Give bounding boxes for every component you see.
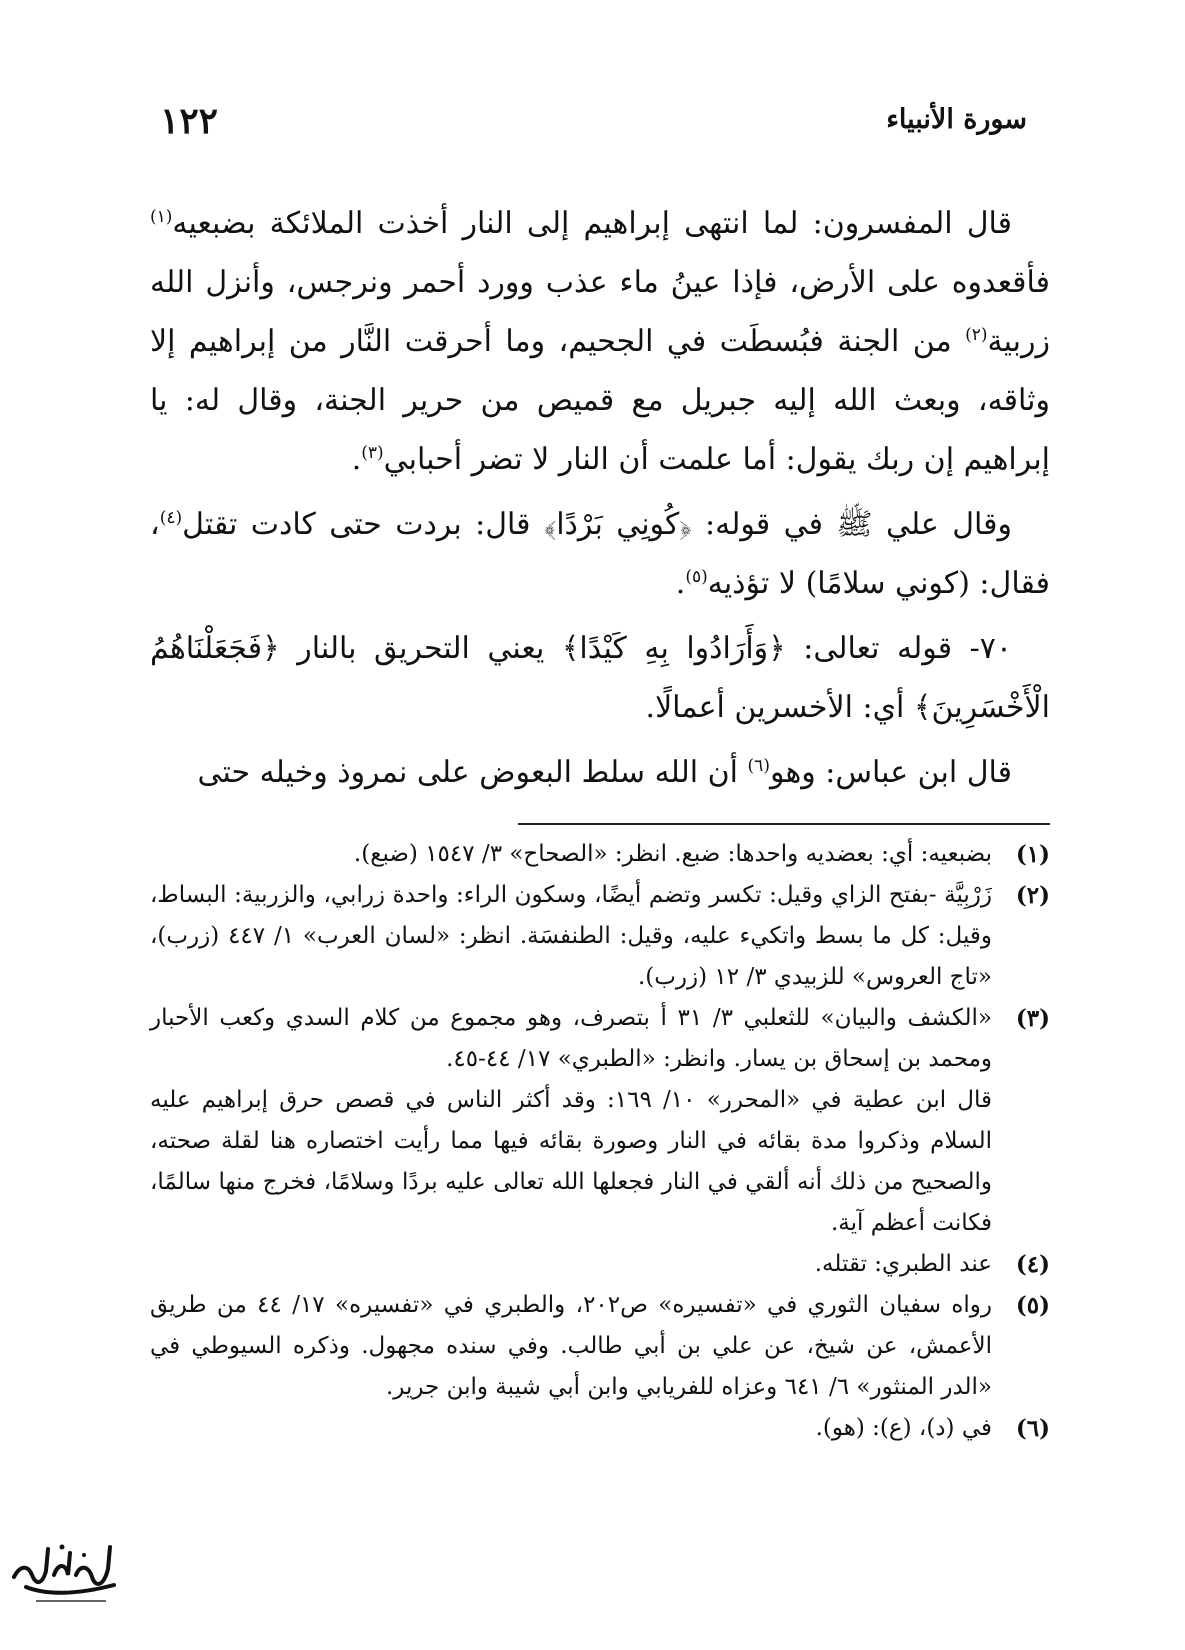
page-header <box>160 100 1027 150</box>
footnote <box>150 834 1050 875</box>
footnote <box>150 1408 1050 1449</box>
footnote-text: بضبعيه: أي: بعضديه واحدها: ضبع. انظر: «الصحاح» ٣/ ١٥٤٧ (ضبع). <box>353 841 992 867</box>
footnote <box>150 998 1050 1080</box>
footnote-number: (٣) <box>1015 1005 1050 1032</box>
footnote-text: «الكشف والبيان» للثعلبي ٣/ ٣١ أ بتصرف، وهو مجموع من كلام السدي وكعب الأحبار ومحمد بن إسحاق بن يسار. وانظر: «الطبري» ١٧/ ٤٤-٤٥. <box>150 1005 993 1072</box>
footnote-text: زَرْبِيَّة -بفتح الزاي وقيل: تكسر وتضم أيضًا، وسكون الراء: واحدة زرابي، والزربية: البساط، وقيل: كل ما بسط واتكيء عليه، وقيل: الطنفسَة. انظر: «لسان العرب» ١/ ٤٤٧ (زرب)، «تاج العروس» للزبيدي ٣/ ١٢ (زرب). <box>150 882 993 990</box>
calligraphy-logo <box>6 1535 124 1615</box>
footnote-text: في (د)، (ع): (هو). <box>815 1415 992 1441</box>
footnote-ref[interactable]: (٣) <box>361 443 384 463</box>
main-text <box>150 194 1050 804</box>
footnotes <box>150 834 1050 1449</box>
footnote-continuation: قال ابن عطية في «المحرر» ١٠/ ١٦٩: وقد أكثر الناس في قصص حرق إبراهيم عليه السلام وذكروا مدة بقائه في النار وصورة بقائه فيها مما رأيت اختصاره هنا لقلة صحته، والصحيح من ذلك أنه ألقي في النار فجعلها الله تعالى عليه بردًا وسلامًا، فخرج منها سالمًا، فكانت أعظم آية. <box>150 1087 993 1236</box>
footnote-number: (٢) <box>1015 882 1050 909</box>
footnote-ref[interactable]: (٤) <box>159 508 183 528</box>
surah-title: سورة الأنبياء <box>886 104 1027 135</box>
paragraph: قال المفسرون: لما انتهى إبراهيم إلى النار أخذت الملائكة بضبعيه$^{(١)}$ فأقعدوه على الأرض، فإذا عينُ ماء عذب وورد أحمر ونرجس، وأنزل الله زربية$^{(٢)}$ من الجنة فبُسطَت في الجحيم، وما أحرقت النَّار من إبراهيم إلا وثاقه، وبعث الله إليه جبريل مع قميص من حرير الجنة، وقال له: يا إبراهيم إن ربك يقول: أما علمت أن النار لا تضر أحبابي$^{(٣)}$. <box>150 206 1050 477</box>
paragraph: قال ابن عباس: وهو$^{(٦)}$ أن الله سلط البعوض على نمروذ وخيله حتى <box>197 755 1012 790</box>
footnote-number: (٤) <box>1015 1251 1050 1278</box>
footnote-ref[interactable]: (٢) <box>965 325 988 345</box>
footnote-number: (١) <box>1015 841 1050 868</box>
footnote-number: (٥) <box>1015 1292 1050 1319</box>
footnote <box>150 875 1050 998</box>
paragraph: ٧٠- قوله تعالى: ﴿وَأَرَادُوا بِهِ كَيْدًا﴾ يعني التحريق بالنار ﴿فَجَعَلْنَاهُمُ الْأَخْسَرِينَ﴾ أي: الأخسرين أعمالًا. <box>150 631 1050 725</box>
footnote <box>150 1244 1050 1285</box>
footnote-ref[interactable]: (٦) <box>747 756 770 776</box>
footnote-divider <box>518 823 1050 825</box>
footnote-text: عند الطبري: تقتله. <box>814 1251 992 1277</box>
paragraph: وقال علي ﷺ في قوله: ﴿كُونِي بَرْدًا﴾ قال: بردت حتى كادت تقتل$^{(٤)}$، فقال: (كوني سلامًا) لا تؤذيه$^{(٥)}$. <box>150 507 1050 601</box>
footnote-number: (٦) <box>1015 1415 1050 1442</box>
footnote-ref[interactable]: (٥) <box>685 567 708 587</box>
footnote-ref[interactable]: (١) <box>150 207 173 227</box>
footnote-text: رواه سفيان الثوري في «تفسيره» ص٢٠٢، والطبري في «تفسيره» ١٧/ ٤٤ من طريق الأعمش، عن شيخ، عن علي بن أبي طالب. وفي سنده مجهول. وذكره السيوطي في «الدر المنثور» ٦/ ٦٤١ وعزاه للفريابي وابن أبي شيبة وابن جرير. <box>150 1292 993 1400</box>
page-number: ١٢٢ <box>160 100 219 142</box>
footnote <box>150 1285 1050 1408</box>
